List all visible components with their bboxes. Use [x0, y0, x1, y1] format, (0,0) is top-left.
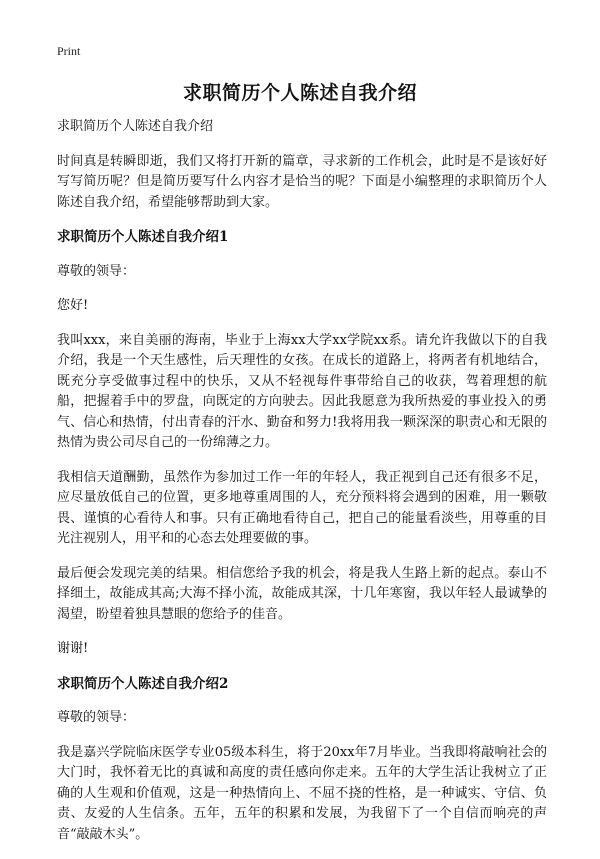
- section-1-paragraph-2: 我相信天道酬勤，虽然作为参加过工作一年的年轻人，我正视到自己还有很多不足，应尽量放低自己的位置，更多地尊重周围的人，充分预料将会遇到的困难，用一颗敬畏、谨慎的心看待人和事。只有正确地看待自己，把自己的能量看淡些，用尊重的目光注视别人，用平和的心态去处理要做的事。: [57, 469, 547, 546]
- section-1-paragraph-1: 我叫xxx，来自美丽的海南，毕业于上海xx大学xx学院xx系。请允许我做以下的自我介绍，我是一个天生感性，后天理性的女孩。在成长的道路上，将两者有机地结合，既充分享受做事过程中的快乐，又从不轻视每件事带给自己的收获，驾着理想的航船，把握着手中的罗盘，向既定的方向驶去。因此我愿意为我所热爱的事业投入的勇气、信心和热情，付出青春的汗水、勤奋和努力!我将用我一颗深深的职责心和无限的热情为贵公司尽自己的一份绵薄之力。: [57, 332, 547, 450]
- section-2-paragraph-1: 我是嘉兴学院临床医学专业05级本科生，将于20xx年7月毕业。当我即将敲响社会的大门时，我怀着无比的真诚和高度的责任感向你走来。五年的大学生活让我树立了正确的人生观和价值观，这是一种热情向上、不屈不挠的性格，是一种诚实、守信、负责、友爱的人生信条。五年，五年的积累和发展，为我留下了一个自信而响亮的声音“敲敲木头”。: [57, 744, 547, 842]
- section-2-greeting: 尊敬的领导：: [57, 710, 136, 725]
- subtitle: 求职简历个人陈述自我介绍: [57, 119, 214, 134]
- section-1-paragraph-3: 最后便会发现完美的结果。相信您给予我的机会，将是我人生路上新的起点。泰山不择细土，故能成其高;大海不择小流，故能成其深，十几年寒窗，我以年轻人最诚挚的渴望，盼望着独具慧眼的您给予的佳音。: [57, 565, 547, 622]
- print-link[interactable]: Print: [57, 44, 81, 58]
- section-2-heading: 求职简历个人陈述自我介绍2: [57, 675, 229, 692]
- page-title: 求职简历个人陈述自我介绍: [182, 82, 417, 104]
- section-1-heading: 求职简历个人陈述自我介绍1: [57, 229, 229, 245]
- section-1-thanks: 谢谢!: [57, 641, 89, 656]
- section-1-hello: 您好!: [57, 298, 89, 313]
- article-body: [57, 117, 547, 859]
- intro-paragraph: 时间真是转瞬即逝，我们又将打开新的篇章，寻求新的工作机会，此时是不是该好好写写简历呢？但是简历要写什么内容才是恰当的呢？下面是小编整理的求职简历个人陈述自我介绍，希望能够帮助到大家。: [57, 153, 547, 210]
- section-1-greeting: 尊敬的领导：: [57, 263, 136, 279]
